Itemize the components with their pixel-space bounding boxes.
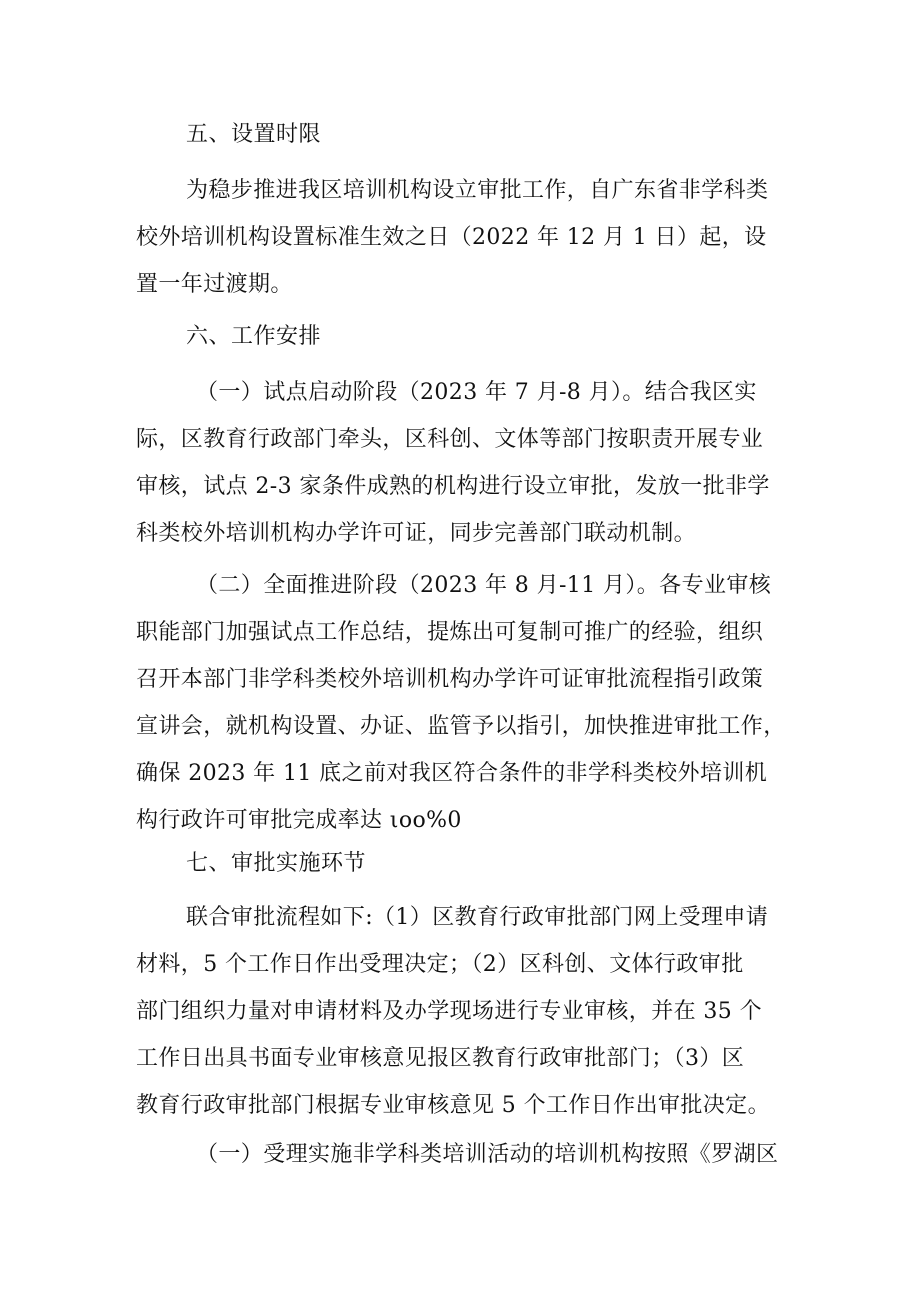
- text-line: 工作日出具书面专业审核意见报区教育行政审批部门；（3）区: [136, 1046, 745, 1071]
- text-line: 审核，试点 2-3 家条件成熟的机构进行设立审批，发放一批非学: [136, 474, 770, 499]
- paragraph-pilot-stage: [136, 369, 796, 557]
- text-line: （二）全面推进阶段（2023 年 8 月-11 月）。各专业审核: [196, 573, 772, 598]
- section-heading-5: 五、设置时限: [186, 122, 322, 147]
- text-line: 联合审批流程如下:（1）区教育行政审批部门网上受理申请: [186, 905, 769, 930]
- text-line: 宣讲会，就机构设置、办证、监管予以指引，加快推进审批工作，: [136, 714, 786, 739]
- section-heading-7: 七、审批实施环节: [186, 851, 367, 876]
- text-line: 部门组织力量对申请材料及办学现场进行专业审核，并在 35 个: [136, 999, 762, 1024]
- text-line: 材料，5 个工作日作出受理决定；（2）区科创、文体行政审批: [136, 952, 744, 977]
- text-line: 确保 2023 年 11 底之前对我区符合条件的非学科类校外培训机: [136, 761, 768, 786]
- text-line: 职能部门加强试点工作总结，提炼出可复制可推广的经验，组织: [136, 620, 764, 645]
- text-line: 构行政许可审批完成率达 ιoo%0: [136, 808, 462, 833]
- paragraph-joint-approval-process: [136, 894, 796, 1129]
- section-heading-6: 六、工作安排: [186, 324, 322, 349]
- text-line: 校外培训机构设置标准生效之日（2022 年 12 月 1 日）起，设: [136, 225, 767, 250]
- paragraph-full-promotion-stage: [136, 562, 796, 844]
- text-line: （一）试点启动阶段（2023 年 7 月-8 月）。结合我区实: [196, 380, 757, 405]
- text-line: 置一年过渡期。: [136, 272, 293, 297]
- text-line: 召开本部门非学科类校外培训机构办学许可证审批流程指引政策: [136, 667, 764, 692]
- text-line: 际，区教育行政部门牵头，区科创、文体等部门按职责开展专业: [136, 427, 764, 452]
- text-line: 为稳步推进我区培训机构设立审批工作，自广东省非学科类: [186, 178, 769, 203]
- paragraph-acceptance: [136, 1131, 796, 1178]
- text-line: 教育行政审批部门根据专业审核意见 5 个工作日作出审批决定。: [136, 1093, 770, 1118]
- text-line: 科类校外培训机构办学许可证，同步完善部门联动机制。: [136, 521, 697, 546]
- paragraph-transition-period: [136, 167, 796, 308]
- text-line: （一）受理实施非学科类培训活动的培训机构按照《罗湖区: [196, 1142, 779, 1167]
